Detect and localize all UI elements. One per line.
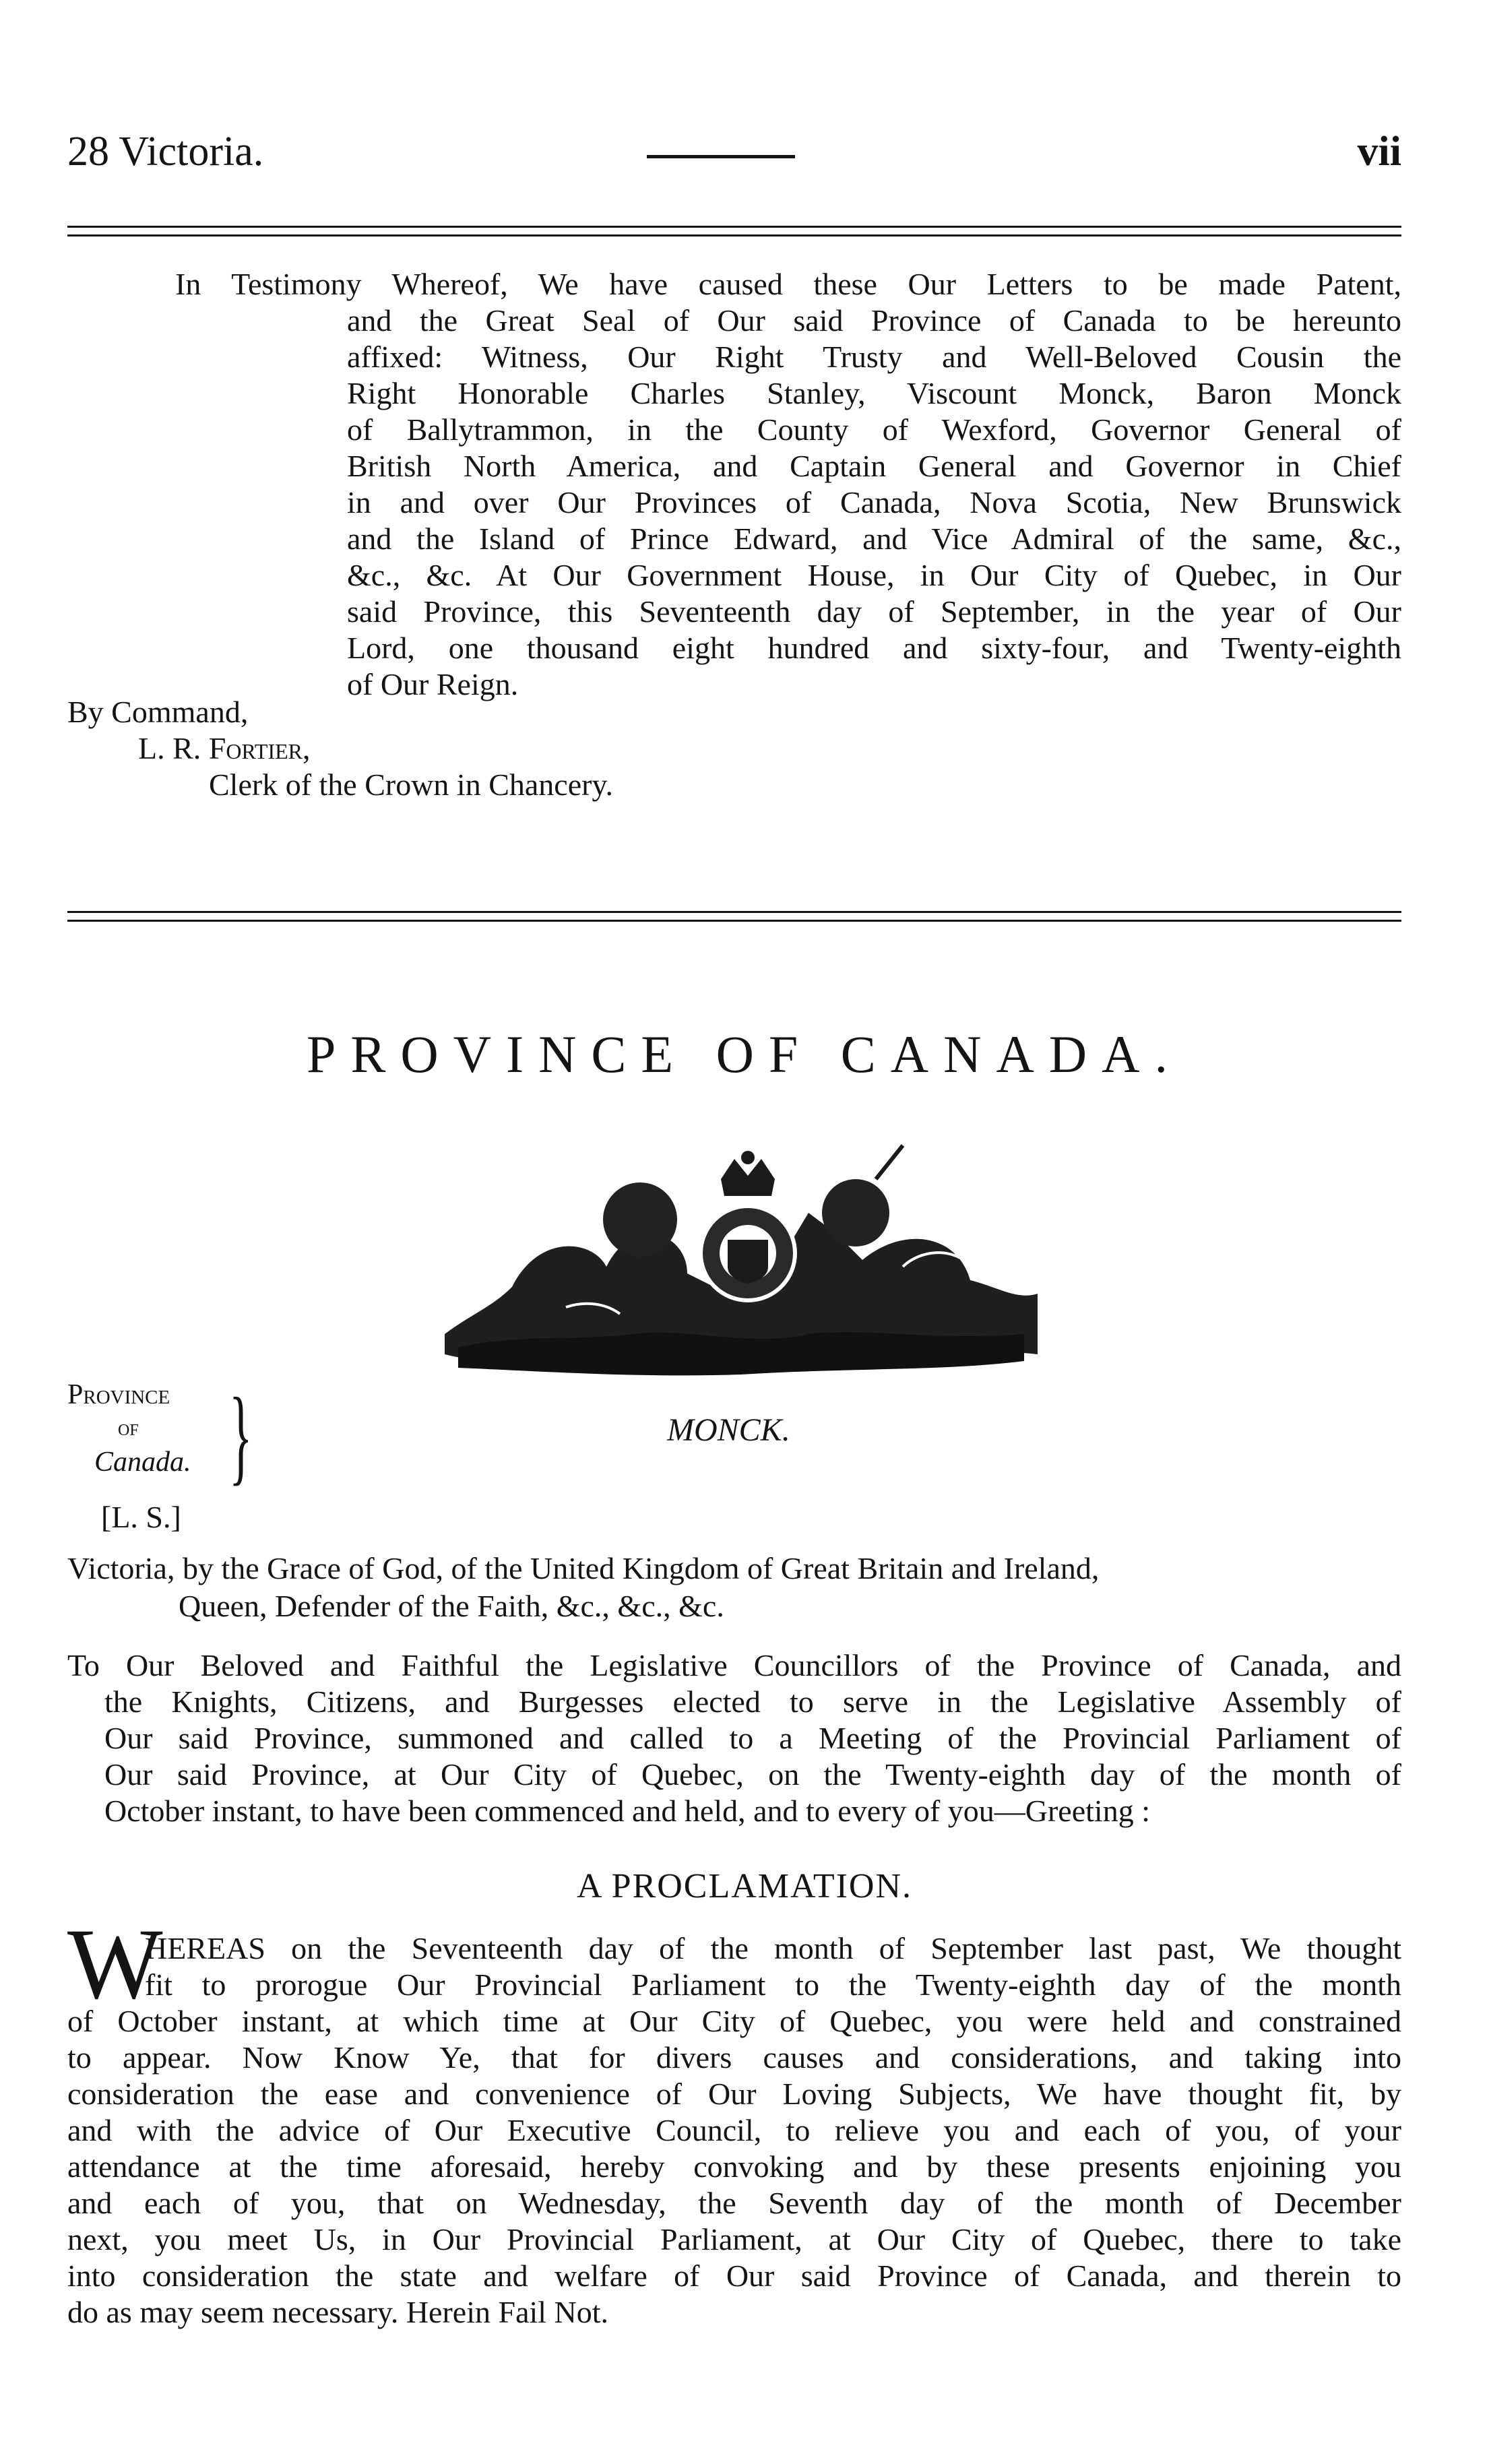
testimony-line: and the Great Seal of Our said Province of Canada to be hereunto xyxy=(347,303,1401,338)
testimony-line: of Ballytrammon, in the County of Wexford, Governor General of xyxy=(347,412,1401,447)
royal-style-line: Victoria, by the Grace of God, of the United Kingdom of Great Britain and Ireland, xyxy=(67,1551,1100,1585)
canada-word: Canada. xyxy=(94,1447,191,1478)
address-line: To Our Beloved and Faithful the Legislative Councillors of the Province of Canada, and xyxy=(67,1648,1401,1682)
header-regnal-year: 28 Victoria. xyxy=(67,129,264,175)
testimony-line: and the Island of Prince Edward, and Vice Admiral of the same, &c., xyxy=(347,522,1401,556)
proclamation-body xyxy=(67,1930,1401,2331)
proclamation-line: HEREAS on the Seventeenth day of the month of September last past, We thought xyxy=(145,1931,1401,1965)
proclamation-line: and each of you, that on Wednesday, the Seventh day of the month of December xyxy=(67,2186,1401,2220)
royal-style-line: Queen, Defender of the Faith, &c., &c., &c. xyxy=(179,1589,724,1623)
drop-cap: W xyxy=(67,1908,163,2020)
testimony-line: Right Honorable Charles Stanley, Viscount Monck, Baron Monck xyxy=(347,376,1401,410)
royal-arms-icon xyxy=(431,1132,1051,1388)
proclamation-line: into consideration the state and welfare of Our said Province of Canada, and therein to xyxy=(67,2258,1401,2293)
address-line: the Knights, Citizens, and Burgesses elected to serve in the Legislative Assembly of xyxy=(104,1684,1401,1719)
royal-style xyxy=(67,1550,1401,1625)
running-header xyxy=(67,128,1401,189)
testimony-line: of Our Reign. xyxy=(347,667,519,701)
page-number: vii xyxy=(1357,129,1401,175)
address-clause xyxy=(67,1647,1401,1829)
testimony-line: &c., &c. At Our Government House, in Our City of Quebec, in Our xyxy=(347,558,1401,592)
governor-name: MONCK. xyxy=(667,1412,790,1448)
middle-double-rule xyxy=(67,911,1401,922)
top-double-rule xyxy=(67,226,1401,236)
proclamation-line: next, you meet Us, in Our Provincial Parliament, at Our City of Quebec, there to take xyxy=(67,2222,1401,2256)
testimony-line: affixed: Witness, Our Right Trusty and Well-Beloved Cousin the xyxy=(347,340,1401,374)
testimony-line: British North America, and Captain General and Governor in Chief xyxy=(347,449,1401,483)
proclamation-heading: A PROCLAMATION. xyxy=(576,1867,913,1905)
brace-icon: } xyxy=(229,1375,253,1495)
signatory-name: L. R. Fortier, xyxy=(138,731,311,765)
proclamation-line: do as may seem necessary. Herein Fail Not. xyxy=(67,2295,609,2329)
header-rule xyxy=(647,155,795,158)
signatory-office: Clerk of the Crown in Chancery. xyxy=(209,767,613,802)
of-word: of xyxy=(118,1416,139,1441)
testimony-clause xyxy=(67,266,1401,703)
proclamation-line: attendance at the time aforesaid, hereby convoking and by these presents enjoining you xyxy=(67,2149,1401,2184)
testimony-line: In Testimony Whereof, We have caused these Our Letters to be made Patent, xyxy=(175,267,1401,301)
page-title: PROVINCE OF CANADA. xyxy=(307,1025,1182,1083)
proclamation-line: and with the advice of Our Executive Council, to relieve you and each of you, of your xyxy=(67,2113,1401,2147)
command-signature xyxy=(67,694,876,803)
testimony-line: said Province, this Seventeenth day of September, in the year of Our xyxy=(347,594,1401,629)
address-line: Our said Province, at Our City of Quebec, on the Twenty-eighth day of the month of xyxy=(104,1757,1401,1792)
seal-mark: [L. S.] xyxy=(101,1500,181,1534)
testimony-line: in and over Our Provinces of Canada, Nova Scotia, New Brunswick xyxy=(347,485,1401,519)
testimony-line: Lord, one thousand eight hundred and sixty-four, and Twenty-eighth xyxy=(347,631,1401,665)
proclamation-line: fit to prorogue Our Provincial Parliament to the Twenty-eighth day of the month xyxy=(145,1967,1401,2002)
province-word: Province xyxy=(67,1379,170,1410)
address-line: Our said Province, summoned and called to a Meeting of the Provincial Parliament of xyxy=(104,1721,1401,1755)
address-line: October instant, to have been commenced and held, and to every of you—Greeting : xyxy=(104,1794,1150,1828)
province-label xyxy=(67,1378,296,1479)
proclamation-line: consideration the ease and convenience of Our Loving Subjects, We have thought fit, by xyxy=(67,2077,1401,2111)
proclamation-line: of October instant, at which time at Our City of Quebec, you were held and constrained xyxy=(67,2004,1401,2038)
proclamation-line: to appear. Now Know Ye, that for divers causes and considerations, and taking into xyxy=(67,2040,1401,2075)
by-command: By Command, xyxy=(67,695,249,729)
